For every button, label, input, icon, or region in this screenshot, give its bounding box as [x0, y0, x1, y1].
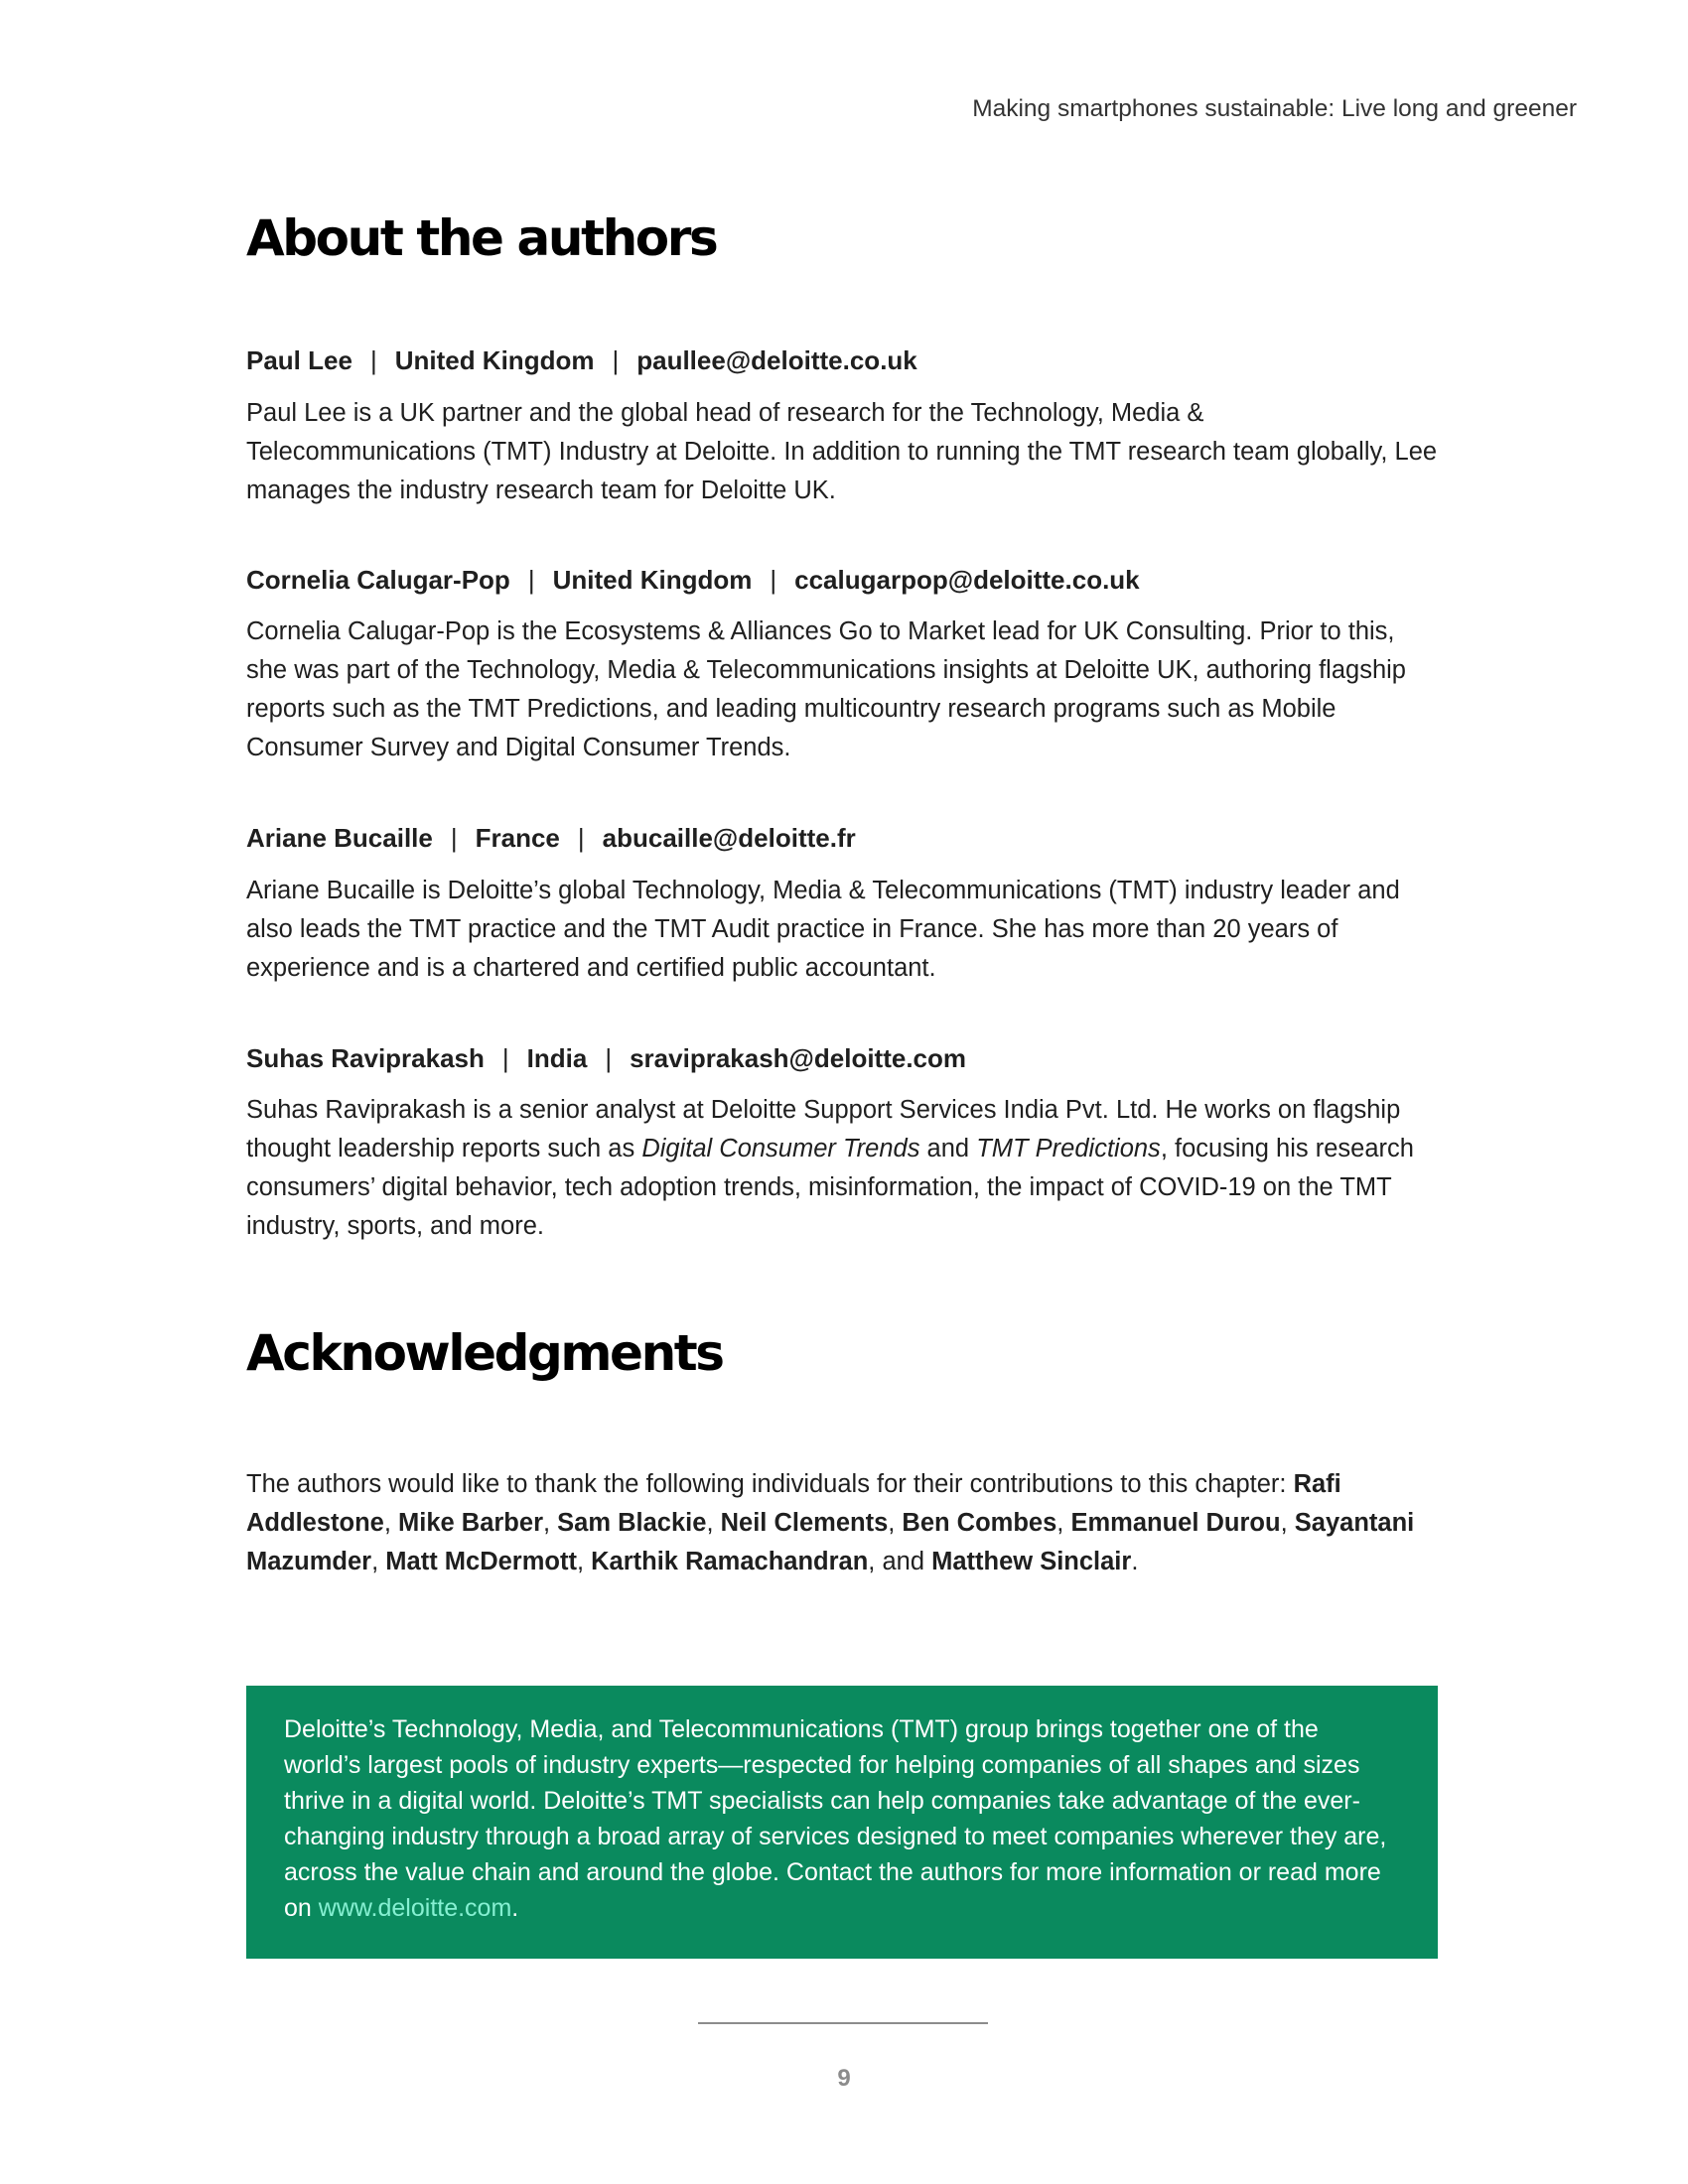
author-ariane-bucaille: [246, 822, 856, 854]
author-country: India: [526, 1043, 588, 1073]
bio-text: , focusing his research consumers’ digital behavior, tech adoption trends, misinformation, the impact of COVID-19 on the TMT industry, sports, and more.: [246, 1135, 1414, 1240]
author-suhas-raviprakash: [246, 1042, 966, 1074]
author-name: Paul Lee: [246, 345, 352, 375]
name-separator: ,: [371, 1548, 386, 1575]
callout-end: .: [511, 1894, 519, 1922]
name-separator: ,: [1280, 1509, 1295, 1537]
author-header: [246, 1042, 966, 1074]
acknowledged-person: Mike Barber: [398, 1509, 543, 1537]
author-country: United Kingdom: [394, 345, 595, 375]
separator: |: [450, 823, 458, 853]
bio-text: and: [919, 1135, 977, 1162]
author-header: [246, 564, 1140, 596]
separator: |: [527, 565, 535, 595]
author-country: France: [475, 823, 560, 853]
running-header: Making smartphones sustainable: Live long and greener: [972, 95, 1577, 122]
acknowledged-person: Rafi Addlestone: [246, 1470, 1341, 1537]
acknowledged-person: Matt McDermott: [385, 1548, 577, 1575]
author-paul-lee: [246, 344, 917, 376]
name-separator: ,: [706, 1509, 721, 1537]
acknowledgments-title: Acknowledgments: [246, 1324, 723, 1382]
callout-text: Deloitte’s Technology, Media, and Telecommunications (TMT) group brings together one of the world’s largest pools of industry experts—respected for helping companies of all shapes and sizes thrive in a digital world. Deloitte’s TMT specialists can help companies take advantage of the ever-changing industry through a broad array of services designed to meet companies wherever they are, across the value chain and around the globe. Contact the authors for more information or read more on: [284, 1715, 1387, 1922]
author-bio: Ariane Bucaille is Deloitte’s global Technology, Media & Telecommunications (TMT) industry leader and also leads the TMT practice and the TMT Audit practice in France. She has more than 20 years of experience and is a chartered and certified public accountant.: [246, 877, 1400, 982]
publication-title: TMT Predictions: [976, 1135, 1161, 1162]
author-bio: [246, 1091, 1438, 1246]
name-separator: ,: [888, 1509, 903, 1537]
author-bio: Cornelia Calugar-Pop is the Ecosystems & Alliances Go to Market lead for UK Consulting. Prior to this, she was part of the Technology, Media & Telecommunications insights at Deloitte UK, authoring flagship reports such as the TMT Predictions, and leading multicountry research programs such as Mobile Consumer Survey and Digital Consumer Trends.: [246, 617, 1406, 761]
name-separator: .: [1131, 1548, 1139, 1575]
name-separator: ,: [576, 1548, 592, 1575]
separator: |: [770, 565, 777, 595]
author-email[interactable]: abucaille@deloitte.fr: [602, 823, 856, 853]
name-separator: ,: [383, 1509, 399, 1537]
acknowledgments-text: [246, 1465, 1438, 1581]
separator: |: [369, 345, 377, 375]
separator: |: [577, 823, 585, 853]
page-number: 9: [837, 2065, 851, 2092]
author-header: [246, 344, 917, 376]
acknowledged-person: Ben Combes: [902, 1509, 1057, 1537]
author-country: United Kingdom: [552, 565, 753, 595]
author-name: Ariane Bucaille: [246, 823, 433, 853]
name-separator: ,: [1056, 1509, 1071, 1537]
acknowledged-person: Neil Clements: [720, 1509, 889, 1537]
bio-text: Suhas Raviprakash is a senior analyst at Deloitte Support Services India Pvt. Ltd. He works on flagship thought leadership reports such as: [246, 1096, 1401, 1162]
author-email[interactable]: ccalugarpop@deloitte.co.uk: [794, 565, 1140, 595]
separator: |: [501, 1043, 509, 1073]
publication-title: Digital Consumer Trends: [641, 1135, 920, 1162]
acknowledged-person: Sam Blackie: [557, 1509, 707, 1537]
separator: |: [612, 345, 620, 375]
tmt-callout-box: [246, 1686, 1438, 1959]
acknowledged-person: Karthik Ramachandran: [591, 1548, 869, 1575]
author-header: [246, 822, 856, 854]
acknowledged-person: Emmanuel Durou: [1070, 1509, 1281, 1537]
acknowledged-person: Matthew Sinclair: [931, 1548, 1132, 1575]
name-separator: ,: [543, 1509, 558, 1537]
acknowledged-person: Sayantani Mazumder: [246, 1509, 1415, 1575]
separator: |: [605, 1043, 613, 1073]
footer-divider: [698, 2022, 988, 2024]
about-authors-title: About the authors: [246, 209, 717, 267]
name-separator: , and: [868, 1548, 932, 1575]
author-bio: Paul Lee is a UK partner and the global head of research for the Technology, Media & Telecommunications (TMT) Industry at Deloitte. In addition to running the TMT research team globally, Lee manages the industry research team for Deloitte UK.: [246, 399, 1438, 504]
author-email[interactable]: sraviprakash@deloitte.com: [630, 1043, 967, 1073]
acknowledgments-intro: The authors would like to thank the following individuals for their contributions to this chapter:: [246, 1470, 1294, 1498]
author-cornelia-calugar-pop: [246, 564, 1140, 596]
deloitte-link[interactable]: www.deloitte.com: [318, 1894, 512, 1922]
author-email[interactable]: paullee@deloitte.co.uk: [636, 345, 917, 375]
author-name: Suhas Raviprakash: [246, 1043, 485, 1073]
author-name: Cornelia Calugar-Pop: [246, 565, 510, 595]
